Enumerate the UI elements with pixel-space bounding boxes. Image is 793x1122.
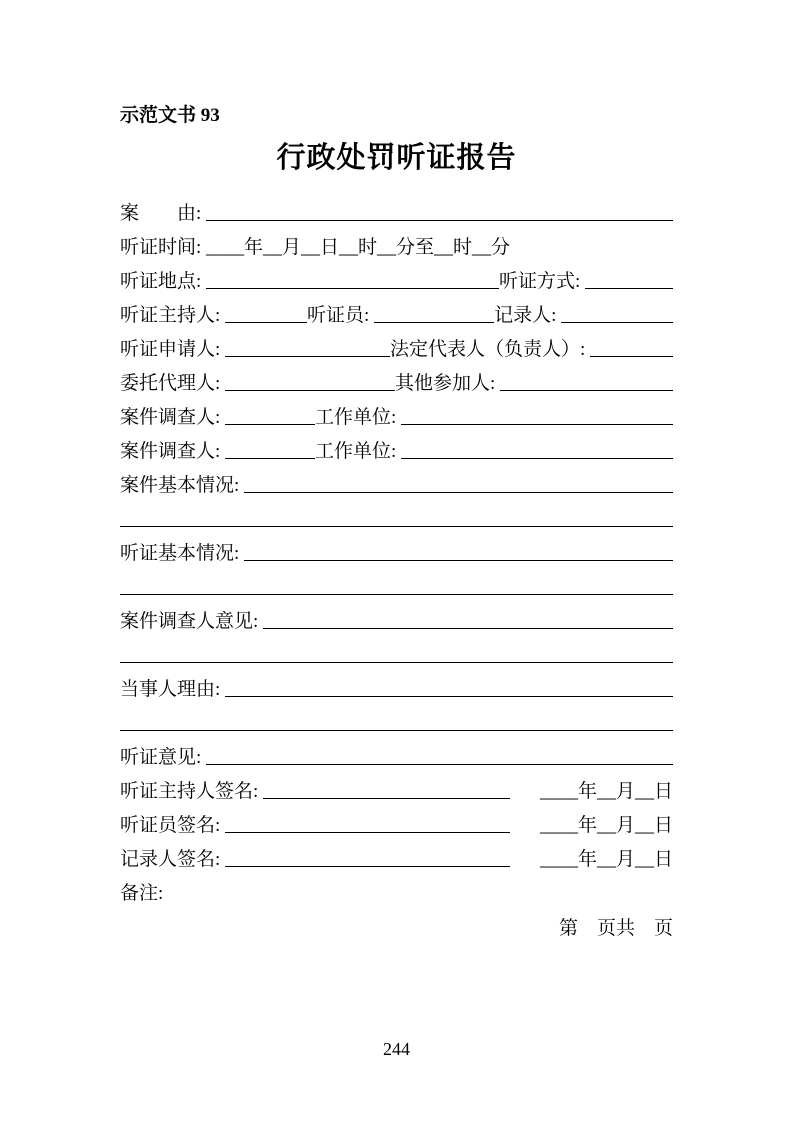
row-recorder-signature (120, 838, 673, 872)
hearing-method-label: 听证方式: (498, 271, 585, 293)
hearing-place-line (206, 288, 499, 289)
hearing-basic-info-line (244, 560, 673, 561)
row-party-reasons (120, 668, 673, 702)
case-cause-line (206, 220, 673, 221)
row-hearing-applicant (120, 328, 673, 362)
host-signature-date: ____年__月__日 (539, 781, 673, 803)
row-remarks (120, 872, 673, 906)
row-investigator-opinion (120, 600, 673, 634)
row-host-signature (120, 770, 673, 804)
hearing-time-blanks: ____年__月__日__时__分至__时__分 (206, 237, 511, 259)
page-title: 行政处罚听证报告 (276, 142, 517, 174)
hearing-time-label: 听证时间: (120, 237, 207, 259)
hearing-host-line (225, 322, 307, 323)
investigator-opinion-label: 案件调查人意见: (120, 611, 264, 633)
entrusted-agent-label: 委托代理人: (120, 373, 226, 395)
case-basic-info-line-2 (120, 526, 673, 527)
hearing-applicant-line (225, 356, 390, 357)
other-participants-label: 其他参加人: (395, 373, 501, 395)
work-unit-1-line (401, 424, 673, 425)
legal-representative-label: 法定代表人（负责人）: (390, 339, 591, 361)
hearing-basic-info-line-2 (120, 594, 673, 595)
case-investigator-1-label: 案件调查人: (120, 407, 226, 429)
remarks-label: 备注: (120, 883, 164, 905)
case-investigator-2-line (225, 458, 315, 459)
work-unit-2-label: 工作单位: (315, 441, 402, 463)
host-signature-label: 听证主持人签名: (120, 781, 264, 803)
row-hearing-place (120, 260, 673, 294)
party-reasons-label: 当事人理由: (120, 679, 226, 701)
recorder-signature-label: 记录人签名: (120, 849, 226, 871)
entrusted-agent-line (225, 390, 395, 391)
hearing-applicant-label: 听证申请人: (120, 339, 226, 361)
case-investigator-2-label: 案件调查人: (120, 441, 226, 463)
hearing-host-label: 听证主持人: (120, 305, 226, 327)
work-unit-2-line (401, 458, 673, 459)
row-party-reasons-cont (120, 702, 673, 736)
legal-representative-line (590, 356, 673, 357)
other-participants-line (500, 390, 673, 391)
hearing-officer-label: 听证员: (307, 305, 375, 327)
officer-signature-line (225, 832, 510, 833)
work-unit-1-label: 工作单位: (315, 407, 402, 429)
row-officer-signature (120, 804, 673, 838)
hearing-opinion-label: 听证意见: (120, 747, 207, 769)
doc-label: 示范文书 93 (120, 105, 220, 126)
row-hearing-basic-info (120, 532, 673, 566)
row-hearing-basic-info-cont (120, 566, 673, 600)
case-cause-label: 案 由: (120, 203, 207, 225)
party-reasons-line-2 (120, 730, 673, 731)
hearing-officer-line (374, 322, 494, 323)
officer-signature-date: ____年__月__日 (539, 815, 673, 837)
recorder-line (561, 322, 673, 323)
row-hearing-time (120, 226, 673, 260)
case-basic-info-label: 案件基本情况: (120, 475, 245, 497)
investigator-opinion-line-2 (120, 662, 673, 663)
recorder-label: 记录人: (494, 305, 562, 327)
recorder-signature-date: ____年__月__日 (539, 849, 673, 871)
hearing-method-line (585, 288, 673, 289)
page-number: 244 (383, 1039, 410, 1059)
hearing-opinion-line (206, 764, 673, 765)
row-case-cause (120, 192, 673, 226)
investigator-opinion-line (263, 628, 673, 629)
party-reasons-line (225, 696, 673, 697)
hearing-basic-info-label: 听证基本情况: (120, 543, 245, 565)
recorder-signature-line (225, 866, 510, 867)
row-hearing-host (120, 294, 673, 328)
row-case-basic-info-cont (120, 498, 673, 532)
row-case-basic-info (120, 464, 673, 498)
row-case-investigator-2 (120, 430, 673, 464)
case-investigator-1-line (225, 424, 315, 425)
row-investigator-opinion-cont (120, 634, 673, 668)
row-hearing-opinion (120, 736, 673, 770)
form-body (120, 192, 673, 906)
host-signature-line (263, 798, 510, 799)
row-case-investigator-1 (120, 396, 673, 430)
officer-signature-label: 听证员签名: (120, 815, 226, 837)
case-basic-info-line (244, 492, 673, 493)
row-entrusted-agent (120, 362, 673, 396)
hearing-place-label: 听证地点: (120, 271, 207, 293)
footer-page-count: 第 页共 页 (558, 918, 673, 939)
